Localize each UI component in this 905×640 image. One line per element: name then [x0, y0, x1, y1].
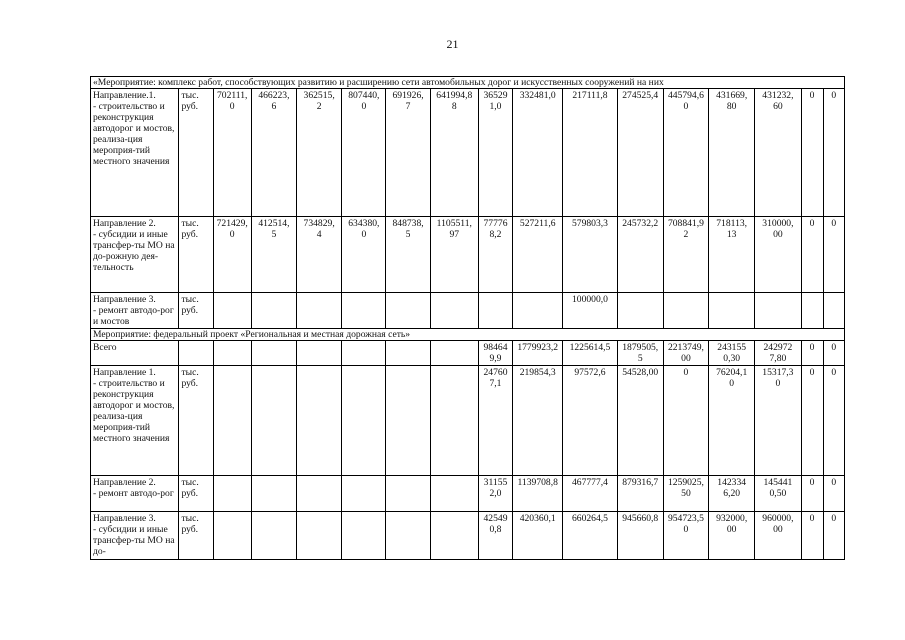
- row-name-cell: Направление 2. - субсидии и иные трансфер-ты МО на до-рожную дея-тельность: [91, 217, 179, 293]
- value-cell: [297, 512, 342, 560]
- value-cell: [342, 476, 386, 512]
- value-cell: 24760 7,1: [478, 366, 512, 476]
- value-cell: 242972 7,80: [755, 341, 801, 366]
- value-cell: 332481,0: [513, 89, 563, 217]
- value-cell: [297, 476, 342, 512]
- value-cell: [251, 293, 296, 329]
- value-cell: [297, 366, 342, 476]
- value-cell: 31155 2,0: [478, 476, 512, 512]
- value-cell: 718113, 13: [709, 217, 755, 293]
- section-title: «Мероприятие: комплекс работ, способствующих развитию и расширению сети автомобильных дорог и искусственных сооружений на них: [91, 77, 845, 89]
- value-cell: [617, 293, 663, 329]
- value-cell: 217111,8: [563, 89, 617, 217]
- value-cell: 0: [801, 341, 823, 366]
- value-cell: 721429, 0: [213, 217, 251, 293]
- value-cell: [342, 366, 386, 476]
- value-cell: 145441 0,50: [755, 476, 801, 512]
- unit-cell: тыс. руб.: [179, 89, 213, 217]
- value-cell: 98464 9,9: [478, 341, 512, 366]
- value-cell: [342, 341, 386, 366]
- value-cell: 634380, 0: [342, 217, 386, 293]
- value-cell: 274525,4: [617, 89, 663, 217]
- value-cell: 0: [663, 366, 708, 476]
- table-row: [91, 89, 845, 217]
- value-cell: 527211,6: [513, 217, 563, 293]
- value-cell: 1225614,5: [563, 341, 617, 366]
- value-cell: 77776 8,2: [478, 217, 512, 293]
- budget-table: [90, 76, 845, 560]
- value-cell: 954723,5 0: [663, 512, 708, 560]
- value-cell: [251, 476, 296, 512]
- value-cell: 708841,9 2: [663, 217, 708, 293]
- unit-cell: тыс. руб.: [179, 293, 213, 329]
- value-cell: [430, 476, 478, 512]
- value-cell: [430, 293, 478, 329]
- value-cell: [663, 293, 708, 329]
- value-cell: 0: [801, 476, 823, 512]
- value-cell: 42549 0,8: [478, 512, 512, 560]
- value-cell: 466223, 6: [251, 89, 296, 217]
- value-cell: 97572,6: [563, 366, 617, 476]
- value-cell: 412514, 5: [251, 217, 296, 293]
- table-row: [91, 476, 845, 512]
- value-cell: 0: [801, 89, 823, 217]
- value-cell: [213, 476, 251, 512]
- unit-cell: тыс. руб.: [179, 512, 213, 560]
- unit-cell: [179, 341, 213, 366]
- value-cell: [430, 512, 478, 560]
- value-cell: 420360,1: [513, 512, 563, 560]
- value-cell: 807440, 0: [342, 89, 386, 217]
- value-cell: 142334 6,20: [709, 476, 755, 512]
- row-name-cell: Направление 1. - строительство и реконструкция автодорог и мостов, реализа-ция мероприя-тий местного значения: [91, 366, 179, 476]
- value-cell: 76204,1 0: [709, 366, 755, 476]
- value-cell: 960000, 00: [755, 512, 801, 560]
- value-cell: 2213749, 00: [663, 341, 708, 366]
- table-row: [91, 366, 845, 476]
- table-row: [91, 293, 845, 329]
- value-cell: [213, 512, 251, 560]
- value-cell: 0: [801, 366, 823, 476]
- value-cell: 660264,5: [563, 512, 617, 560]
- value-cell: 0: [823, 89, 844, 217]
- value-cell: 848738, 5: [386, 217, 430, 293]
- value-cell: [513, 293, 563, 329]
- value-cell: 0: [823, 341, 844, 366]
- value-cell: 0: [823, 217, 844, 293]
- value-cell: 641994,8 8: [430, 89, 478, 217]
- value-cell: [213, 366, 251, 476]
- value-cell: 702111, 0: [213, 89, 251, 217]
- value-cell: 0: [823, 512, 844, 560]
- value-cell: 932000, 00: [709, 512, 755, 560]
- value-cell: 1259025, 50: [663, 476, 708, 512]
- row-name-cell: Направление 2. - ремонт автодо-рог: [91, 476, 179, 512]
- value-cell: 579803,3: [563, 217, 617, 293]
- value-cell: 0: [823, 476, 844, 512]
- value-cell: 431232, 60: [755, 89, 801, 217]
- value-cell: [430, 341, 478, 366]
- value-cell: [823, 293, 844, 329]
- value-cell: 54528,00: [617, 366, 663, 476]
- table-row: [91, 217, 845, 293]
- value-cell: 445794,6 0: [663, 89, 708, 217]
- value-cell: [386, 512, 430, 560]
- value-cell: 0: [823, 366, 844, 476]
- value-cell: 15317,3 0: [755, 366, 801, 476]
- value-cell: 734829, 4: [297, 217, 342, 293]
- row-name-cell: Направление.1. - строительство и реконструкция автодорог и мостов, реализа-ция мероприя-тий местного значения: [91, 89, 179, 217]
- row-name-cell: Направление 3. - ремонт автодо-рог и мостов: [91, 293, 179, 329]
- page-number: 21: [446, 37, 459, 51]
- value-cell: [213, 341, 251, 366]
- value-cell: [297, 293, 342, 329]
- value-cell: 36529 1,0: [478, 89, 512, 217]
- section-title: Мероприятие: федеральный проект «Региональная и местная дорожная сеть»: [91, 329, 845, 341]
- table-row: [91, 512, 845, 560]
- value-cell: [755, 293, 801, 329]
- value-cell: [251, 512, 296, 560]
- value-cell: [342, 293, 386, 329]
- value-cell: [801, 293, 823, 329]
- section2-header-row: [91, 329, 845, 341]
- value-cell: [342, 512, 386, 560]
- value-cell: [251, 366, 296, 476]
- value-cell: 1139708,8: [513, 476, 563, 512]
- value-cell: 219854,3: [513, 366, 563, 476]
- value-cell: [297, 341, 342, 366]
- unit-cell: тыс. руб.: [179, 366, 213, 476]
- value-cell: [386, 366, 430, 476]
- row-name-cell: Всего: [91, 341, 179, 366]
- value-cell: [478, 293, 512, 329]
- value-cell: 691926, 7: [386, 89, 430, 217]
- value-cell: 1879505, 5: [617, 341, 663, 366]
- value-cell: 467777,4: [563, 476, 617, 512]
- section1-header-row: [91, 77, 845, 89]
- value-cell: 1105511, 97: [430, 217, 478, 293]
- value-cell: 945660,8: [617, 512, 663, 560]
- value-cell: [430, 366, 478, 476]
- value-cell: 362515, 2: [297, 89, 342, 217]
- value-cell: 0: [801, 217, 823, 293]
- table-row: [91, 341, 845, 366]
- value-cell: [213, 293, 251, 329]
- value-cell: 100000,0: [563, 293, 617, 329]
- value-cell: 431669, 80: [709, 89, 755, 217]
- value-cell: 1779923,2: [513, 341, 563, 366]
- unit-cell: тыс. руб.: [179, 476, 213, 512]
- value-cell: [709, 293, 755, 329]
- value-cell: 243155 0,30: [709, 341, 755, 366]
- value-cell: [386, 341, 430, 366]
- value-cell: 310000, 00: [755, 217, 801, 293]
- value-cell: [386, 476, 430, 512]
- value-cell: 245732,2: [617, 217, 663, 293]
- value-cell: 879316,7: [617, 476, 663, 512]
- value-cell: 0: [801, 512, 823, 560]
- unit-cell: тыс. руб.: [179, 217, 213, 293]
- value-cell: [386, 293, 430, 329]
- row-name-cell: Направление 3. - субсидии и иные трансфер-ты МО на до-: [91, 512, 179, 560]
- value-cell: [251, 341, 296, 366]
